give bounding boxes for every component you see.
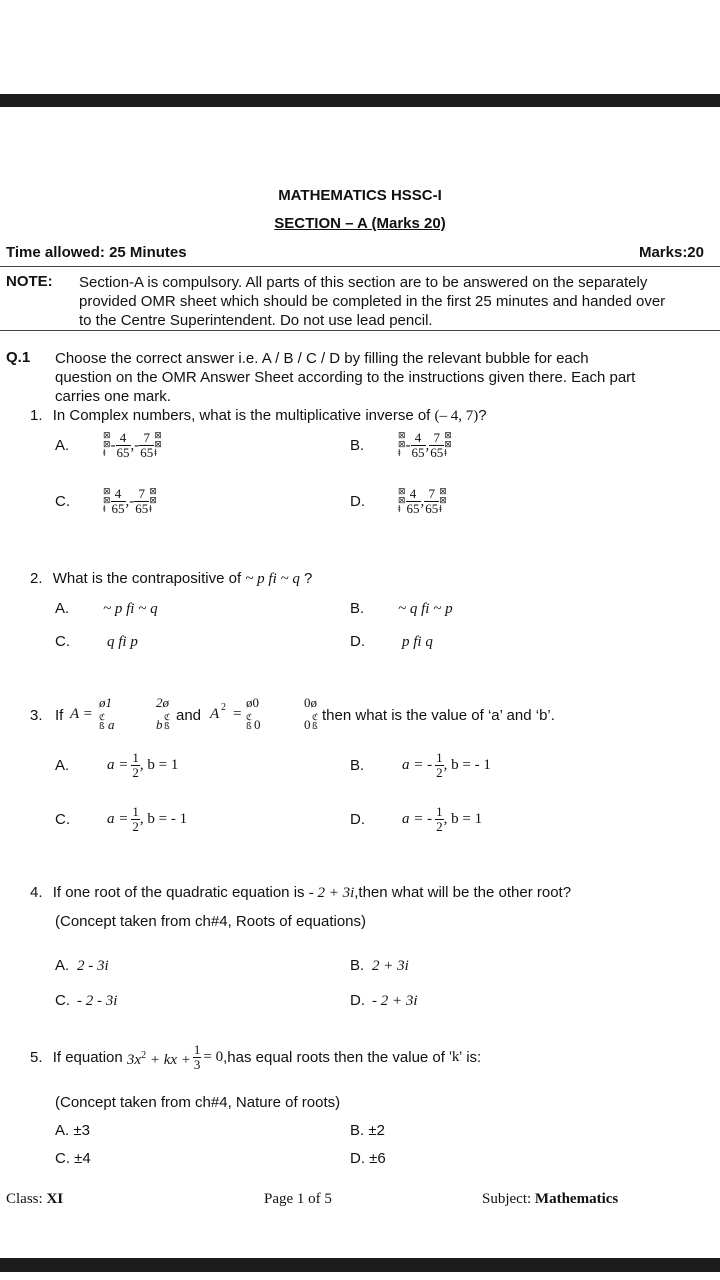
option-expr: q fi p [107,634,138,650]
question-number: 5. [30,1049,43,1066]
question-3-if: If [55,707,64,724]
option-letter: C. [55,992,70,1009]
question-5-concept: (Concept taken from ch#4, Nature of roots) [55,1094,341,1111]
footer-subject [482,1191,618,1208]
instruction-line: question on the OMR Answer Sheet according to the instructions given there. Each part [55,369,636,386]
fraction: $\frac{7}{65}$ [425,486,439,516]
fraction: $\frac{4}{65}$ [116,430,130,460]
matrix-bracket-glyph: ℭ ß [99,713,106,732]
equals: = [233,706,242,722]
question-text: If equation [52,1049,123,1066]
option-letter: C. [55,493,70,510]
fraction: $\frac{1}{2}$ [436,804,443,834]
q4-option-d[interactable] [350,992,418,1010]
option-post: , b = - 1 [443,757,491,773]
question-number: 2. [30,570,43,587]
q4-option-b[interactable] [350,957,409,975]
superscript: 2 [221,702,226,713]
q4-option-a[interactable] [55,957,109,975]
fraction: $\frac{1}{2}$ [132,750,139,780]
bottom-black-bar [0,1258,720,1272]
matrix-bracket-glyph: ℭ ß [312,713,319,732]
option-expr: ~ p fi ~ q [103,601,158,617]
option-letter: A. [55,757,70,774]
fraction: $\frac{4}{65}$ [411,430,425,460]
matrix-cell: 2ø [156,695,169,710]
question-4-concept: (Concept taken from ch#4, Roots of equations) [55,913,367,930]
q4-option-c[interactable] [55,992,117,1010]
matrix-cell: b [156,717,163,732]
question-math: - 2 + 3i [308,885,355,901]
question-math: (– 4, 7) [434,408,479,424]
note-top-rule [0,266,720,267]
sign: , [420,493,425,510]
option-letter: C. [55,633,70,650]
option-letter: D. [350,992,365,1009]
matrix-cell: a [108,717,115,732]
q2-option-c[interactable] [55,633,138,651]
matrix-a2-lhs: A [210,706,220,722]
footer-class-value: XI [46,1191,64,1207]
total-marks: Marks:20 [638,244,704,261]
matrix-cell: 0ø [304,695,317,710]
bracket-glyph: ⊠ ⊠ ⱡ [149,487,157,515]
option-expr: ±3 [73,1122,90,1139]
time-allowed: Time allowed: 25 Minutes [6,244,187,261]
option-expr: 2 - 3i [77,958,109,974]
q3-option-a[interactable] [55,751,178,780]
option-post: , b = 1 [443,811,483,827]
matrix-cell: 0 [254,717,261,732]
matrix-cell: ø0 [246,695,259,710]
bracket-glyph: ⊠ ⊠ ⱡ [398,487,406,515]
question-4 [30,883,571,903]
option-expr: ±2 [368,1122,385,1139]
fraction: $\frac{1}{2}$ [436,750,443,780]
section-heading: SECTION – A (Marks 20) [274,215,446,232]
q1-instructions [55,349,635,406]
option-letter: D. [350,493,365,510]
q2-option-d[interactable] [350,633,433,651]
option-letter: B. [350,957,365,974]
matrix-cell: ø1 [99,695,112,710]
option-letter: D. [350,633,365,650]
option-letter: B. [350,757,365,774]
equation-rhs: = 0 [203,1049,224,1065]
question-tail-2: is: [466,1049,482,1066]
option-post: , b = - 1 [139,811,188,827]
instruction-line: Choose the correct answer i.e. A / B / C / D by filling the relevant bubble for each [55,350,589,367]
option-pre: a = - [402,757,433,773]
question-text: What is the contrapositive of [52,570,242,587]
note-line: Section-A is compulsory. All parts of this section are to be answered on the separately [79,274,648,291]
q2-option-a[interactable] [55,600,158,618]
option-letter: B. [350,1122,365,1139]
question-number: 4. [30,884,43,901]
k-variable: 'k' [449,1049,463,1065]
option-letter: A. [55,600,70,617]
top-black-bar [0,94,720,107]
option-expr: 2 + 3i [372,958,409,974]
fraction: $\frac{7}{65}$ [430,430,444,460]
option-expr: ±6 [369,1150,386,1167]
option-expr: p fi q [402,634,433,650]
option-letter: B. [350,600,365,617]
fraction: $\frac{1}{2}$ [132,804,139,834]
question-5 [30,1043,481,1072]
option-letter: A. [55,1122,70,1139]
matrix-bracket-glyph: ℭ ß [164,713,171,732]
option-letter: C. [55,1150,70,1167]
bracket-glyph: ⊠ ⊠ ⱡ [398,431,406,459]
question-tail: ,has equal roots then the value of [223,1049,445,1066]
q1-option-a[interactable] [55,431,162,460]
question-text: If one root of the quadratic equation is [52,884,305,901]
sign: , [425,437,430,454]
bracket-glyph: ⊠ ⊠ ⱡ [444,431,452,459]
option-letter: A. [55,437,70,454]
option-letter: C. [55,811,70,828]
bracket-glyph: ⊠ ⊠ ⱡ [439,487,447,515]
option-letter: B. [350,437,365,454]
option-letter: A. [55,957,70,974]
option-expr: - 2 + 3i [372,993,418,1009]
q5-option-a[interactable] [55,1121,90,1140]
bracket-glyph: ⊠ ⊠ ⱡ [103,431,111,459]
option-pre: a = [107,811,129,827]
question-3-and: and [176,707,202,724]
sign: - [405,437,411,454]
question-3-number: 3. [30,707,43,724]
question-tail: ,then what will be the other root? [354,884,572,901]
q5-option-d[interactable] [350,1149,386,1168]
q1-label: Q.1 [6,349,31,366]
footer-class [6,1191,63,1208]
fraction: $\frac{7}{65}$ [135,486,149,516]
question-number: 1. [30,407,43,424]
note-bottom-rule [0,330,720,331]
option-pre: a = - [402,811,433,827]
question-text: In Complex numbers, what is the multiplicative inverse of [52,407,431,424]
matrix-cell: 0 [304,717,311,732]
question-3-tail: then what is the value of ‘a’ and ‘b’. [322,707,555,724]
matrix-a-lhs: A = [70,706,93,722]
option-pre: a = [107,757,129,773]
q5-option-b[interactable] [350,1121,385,1140]
question-tail: ? [304,570,313,587]
note-line: to the Centre Superintendent. Do not use lead pencil. [79,312,433,329]
question-1 [30,406,487,426]
footer-class-label: Class: [6,1191,43,1207]
instruction-line: carries one mark. [55,388,171,405]
q3-option-c[interactable] [55,805,187,834]
option-letter: D. [350,811,365,828]
q3-option-d[interactable] [350,805,482,834]
equation-part: $3x^2$ + kx + [126,1049,191,1068]
fraction: $\frac{7}{65}$ [140,430,154,460]
note-line: provided OMR sheet which should be completed in the first 25 minutes and handed over [79,293,666,310]
q1-option-c[interactable] [55,487,157,516]
fraction: $\frac{1}{3}$ [193,1042,201,1072]
question-2 [30,569,312,589]
option-expr: - 2 - 3i [77,993,118,1009]
option-expr: ±4 [74,1150,91,1167]
fraction: $\frac{4}{65}$ [111,486,125,516]
matrix-bracket-glyph: ℭ ß [246,713,253,732]
sign: ,- [130,437,140,454]
sign: - [110,437,116,454]
exam-title: MATHEMATICS HSSC-I [278,187,442,204]
sign: ,- [125,493,135,510]
q3-option-b[interactable] [350,751,491,780]
note-body [79,273,665,330]
q1-option-d[interactable] [350,487,447,516]
footer-subject-label: Subject: [482,1191,532,1207]
q2-option-b[interactable] [350,600,453,618]
question-math: ~ p fi ~ q [245,571,300,587]
option-expr: ~ q fi ~ p [398,601,453,617]
note-label: NOTE: [6,273,53,290]
option-letter: D. [350,1150,365,1167]
q1-option-b[interactable] [350,431,452,460]
option-post: , b = 1 [139,757,179,773]
fraction: $\frac{4}{65}$ [406,486,420,516]
bracket-glyph: ⊠ ⊠ ⱡ [154,431,162,459]
footer-subject-value: Mathematics [534,1191,619,1207]
question-tail: ? [478,407,487,424]
footer-page: Page 1 of 5 [264,1191,332,1207]
q5-option-c[interactable] [55,1149,91,1168]
bracket-glyph: ⊠ ⊠ ⱡ [103,487,111,515]
